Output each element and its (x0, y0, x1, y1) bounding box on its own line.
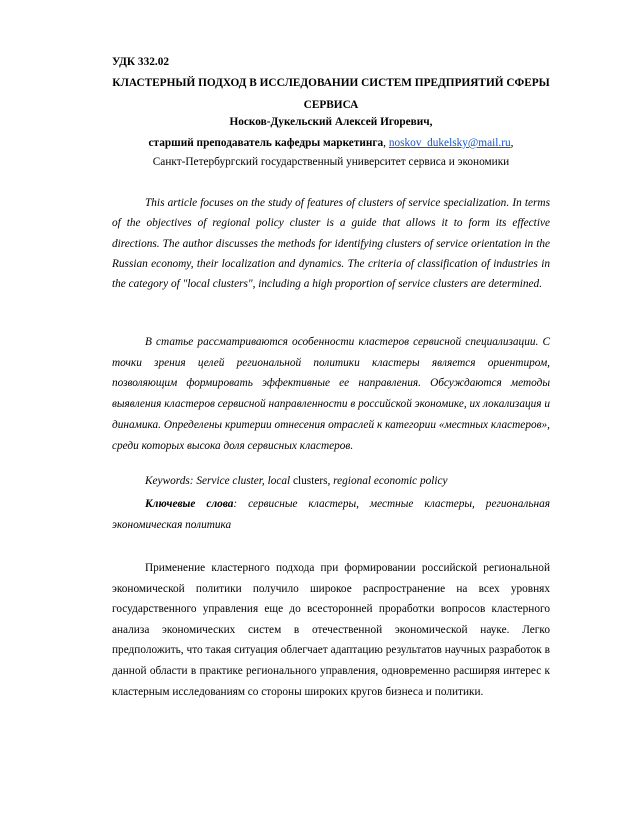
keywords-en-part1: : Service cluster, local (189, 475, 293, 487)
udk-code: УДК 332.02 (112, 56, 170, 68)
paper-title: КЛАСТЕРНЫЙ ПОДХОД В ИССЛЕДОВАНИИ СИСТЕМ ПРЕДПРИЯТИЙ СФЕРЫ СЕРВИСА (112, 77, 550, 111)
author-name: Носков-Дукельский Алексей Игоревич, (229, 116, 433, 128)
email-tail: , (510, 137, 514, 149)
author-email-link[interactable]: noskov_dukelsky@mail.ru (388, 137, 511, 149)
position-separator: , (383, 137, 389, 149)
keywords-english (112, 475, 550, 487)
body-paragraph: Применение кластерного подхода при формировании российской региональной экономической политики получило широкое распространение на всех уровнях государственного управления еще до всесторонней проработки вопросов кластерного анализа экономических систем в отечественной экономической науке. Легко предположить, что такая ситуация облегчает адаптацию результатов научных разработок в данной области в практике регионального управления, одновременно расширяя интерес к кластерным исследованиям со стороны широких кругов бизнеса и политики. (112, 562, 550, 698)
abstract-english: This article focuses on the study of features of clusters of service specialization. In terms of the objectives of regional policy cluster is a guide that allows it to form its effective directions. The author discusses the methods for identifying clusters of service orientation in the Russian economy, their localization and dynamics. The criteria of classification of industries in the category of "local clusters", including a high proportion of service clusters are determined. (112, 197, 550, 291)
position-text: старший преподаватель кафедры маркетинга (148, 137, 384, 149)
keywords-ru-label: Ключевые слова (145, 498, 234, 510)
abstract-russian: В статье рассматриваются особенности кластеров сервисной специализации. С точки зрения целей региональной политики кластеры является ориентиром, позволяющим формировать эффективные ее направления. Обсуждаются методы выявления кластеров сервисной направленности в российской экономике, их локализация и динамика. Определены критерии отнесения отраслей к категории «местных кластеров», среди которых высока доля сервисных кластеров. (112, 336, 551, 452)
keywords-en-part3: , regional economic policy (327, 475, 448, 487)
keywords-en-part2: clusters (293, 475, 328, 487)
keywords-russian (112, 494, 550, 535)
author-affiliation: Санкт-Петербургский государственный университет сервиса и экономики (152, 156, 510, 168)
keywords-ru-text: : сервисные кластеры, местные кластеры, региональная экономическая политика (112, 498, 550, 531)
author-position (112, 137, 550, 149)
keywords-en-label: Keywords (145, 475, 190, 487)
